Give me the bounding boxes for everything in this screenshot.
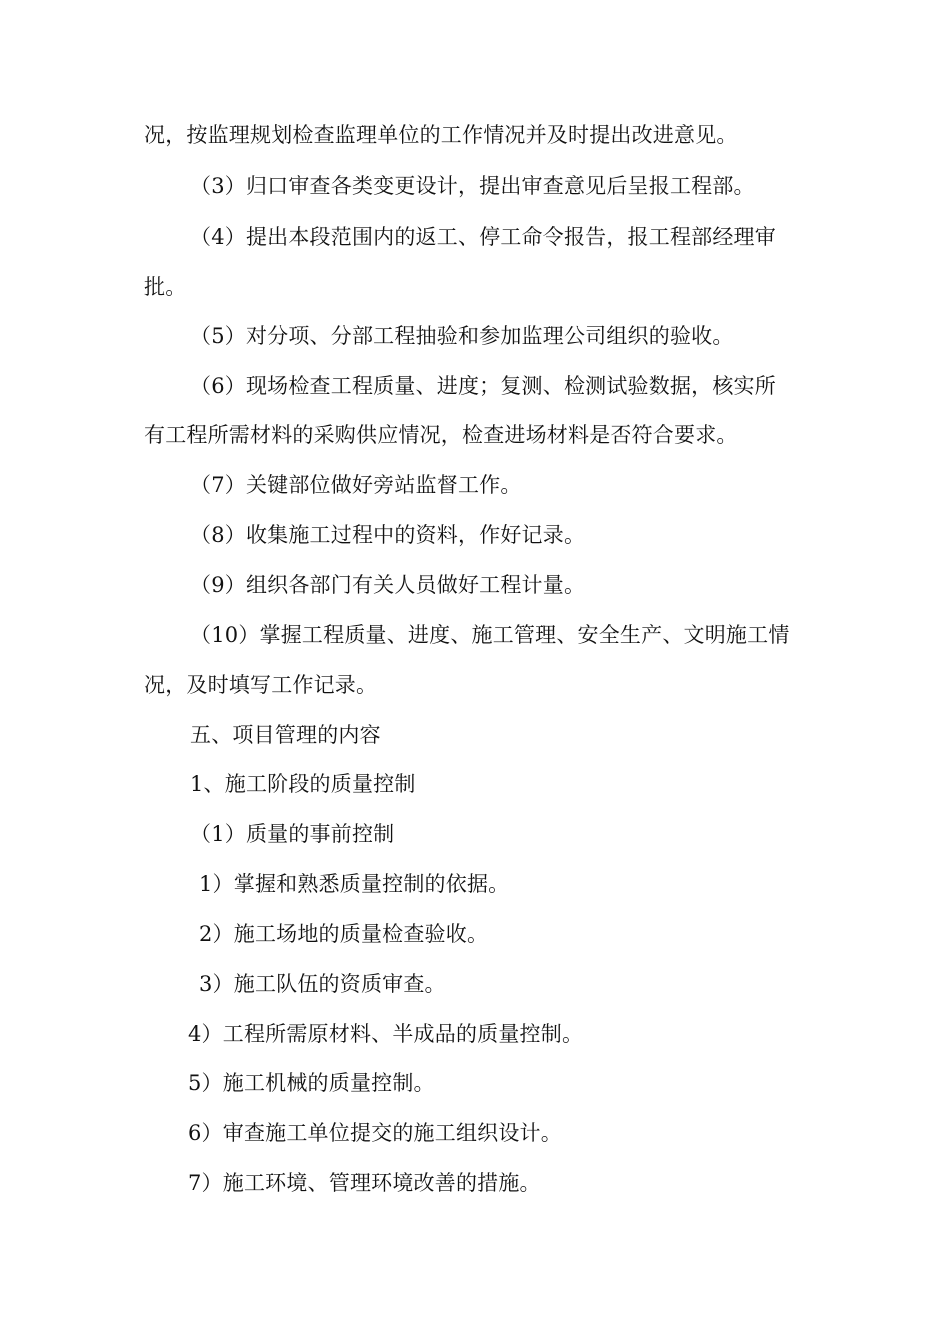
paragraph-line: 况，按监理规划检查监理单位的工作情况并及时提出改进意见。 bbox=[144, 123, 738, 147]
list-item: 1）掌握和熟悉质量控制的依据。 bbox=[199, 872, 510, 896]
list-item: 7）施工环境、管理环境改善的措施。 bbox=[188, 1171, 541, 1195]
list-item: 6）审查施工单位提交的施工组织设计。 bbox=[188, 1121, 562, 1145]
section-heading: 五、项目管理的内容 bbox=[190, 723, 381, 747]
paragraph-line: （7）关键部位做好旁站监督工作。 bbox=[190, 473, 522, 497]
paragraph-line: （10）掌握工程质量、进度、施工管理、安全生产、文明施工情 bbox=[190, 623, 790, 647]
paragraph-line: （8）收集施工过程中的资料，作好记录。 bbox=[190, 523, 586, 547]
paragraph-line: （6）现场检查工程质量、进度；复测、检测试验数据，核实所 bbox=[190, 374, 776, 398]
list-item: 4）工程所需原材料、半成品的质量控制。 bbox=[188, 1022, 584, 1046]
paragraph-line: （4）提出本段范围内的返工、停工命令报告，报工程部经理审 bbox=[190, 225, 776, 249]
paragraph-line: （9）组织各部门有关人员做好工程计量。 bbox=[190, 573, 586, 597]
paragraph-line: 有工程所需材料的采购供应情况，检查进场材料是否符合要求。 bbox=[144, 423, 738, 447]
list-item: 5）施工机械的质量控制。 bbox=[188, 1071, 435, 1095]
paragraph-line: （3）归口审查各类变更设计，提出审查意见后呈报工程部。 bbox=[190, 174, 755, 198]
paragraph-line: 批。 bbox=[144, 275, 187, 299]
list-item: 2）施工场地的质量检查验收。 bbox=[199, 922, 489, 946]
subsection-heading: （1）质量的事前控制 bbox=[190, 822, 395, 846]
paragraph-line: （5）对分项、分部工程抽验和参加监理公司组织的验收。 bbox=[190, 324, 734, 348]
paragraph-line: 况，及时填写工作记录。 bbox=[144, 673, 378, 697]
subsection-heading: 1、施工阶段的质量控制 bbox=[190, 772, 416, 796]
list-item: 3）施工队伍的资质审查。 bbox=[199, 972, 446, 996]
